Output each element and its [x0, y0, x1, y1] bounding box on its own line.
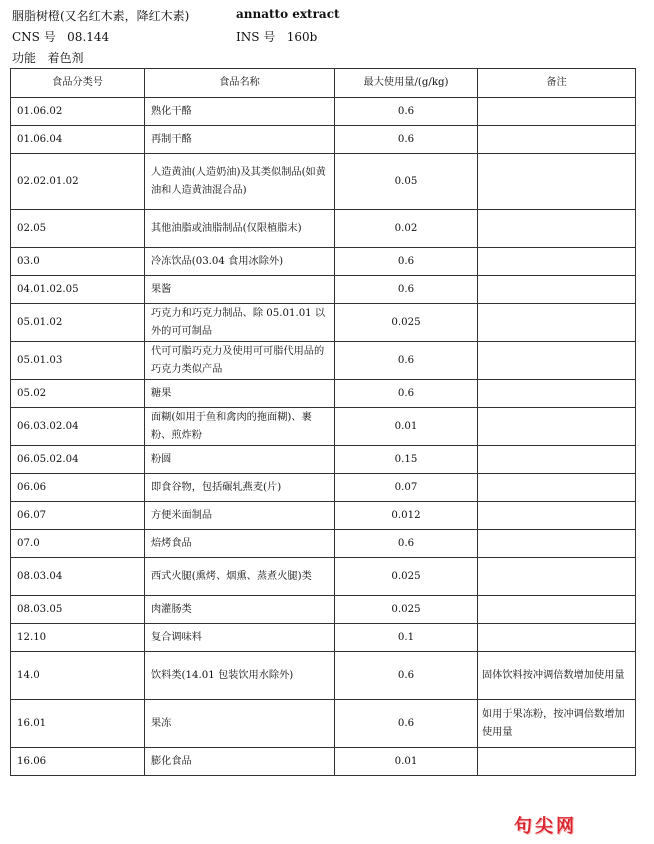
table-row: [11, 596, 636, 624]
cell-food-name: 复合调味料: [145, 624, 335, 652]
table-row: [11, 700, 636, 748]
cell-food-name: 肉灌肠类: [145, 596, 335, 624]
cell-category-code: 06.05.02.04: [11, 446, 145, 474]
cell-food-name: 果冻: [145, 700, 335, 748]
table-row: [11, 342, 636, 380]
table-row: [11, 248, 636, 276]
cell-max-usage: 0.01: [335, 748, 478, 776]
cell-category-code: 04.01.02.05: [11, 276, 145, 304]
cell-food-name: 粉圆: [145, 446, 335, 474]
function-value: 着色剂: [47, 51, 84, 65]
cell-remarks: [478, 502, 636, 530]
substance-english-name: annatto extract: [236, 7, 340, 21]
cell-remarks: 固体饮料按冲调倍数增加使用量: [478, 652, 636, 700]
table-row: [11, 154, 636, 210]
cell-max-usage: 0.6: [335, 652, 478, 700]
cell-remarks: [478, 304, 636, 342]
col-header-category-code: 食品分类号: [11, 69, 145, 98]
cell-food-name: 熟化干酪: [145, 98, 335, 126]
cell-food-name: 其他油脂或油脂制品(仅限植脂末): [145, 210, 335, 248]
cell-remarks: [478, 596, 636, 624]
cell-remarks: [478, 474, 636, 502]
table-row: [11, 624, 636, 652]
cell-category-code: 06.07: [11, 502, 145, 530]
cell-food-name: 方便米面制品: [145, 502, 335, 530]
cell-remarks: [478, 154, 636, 210]
table-row: [11, 380, 636, 408]
cell-max-usage: 0.1: [335, 624, 478, 652]
table-row: [11, 502, 636, 530]
cell-max-usage: 0.025: [335, 558, 478, 596]
table-row: [11, 558, 636, 596]
cell-category-code: 03.0: [11, 248, 145, 276]
cell-category-code: 16.01: [11, 700, 145, 748]
cell-remarks: [478, 530, 636, 558]
cell-max-usage: 0.6: [335, 248, 478, 276]
ins-number: [236, 28, 317, 45]
table-row: [11, 408, 636, 446]
cell-remarks: [478, 446, 636, 474]
watermark-logo: 句尖网: [514, 816, 577, 837]
table-row: [11, 474, 636, 502]
cell-food-name: 即食谷物，包括碾轧燕麦(片): [145, 474, 335, 502]
cell-category-code: 05.01.02: [11, 304, 145, 342]
cell-remarks: [478, 276, 636, 304]
cell-remarks: 如用于果冻粉，按冲调倍数增加使用量: [478, 700, 636, 748]
table-row: [11, 748, 636, 776]
col-header-food-name: 食品名称: [145, 69, 335, 98]
cell-food-name: 饮料类(14.01 包装饮用水除外): [145, 652, 335, 700]
cell-food-name: 巧克力和巧克力制品、除 05.01.01 以外的可可制品: [145, 304, 335, 342]
cell-max-usage: 0.6: [335, 530, 478, 558]
cell-category-code: 16.06: [11, 748, 145, 776]
cell-max-usage: 0.01: [335, 408, 478, 446]
cell-max-usage: 0.6: [335, 98, 478, 126]
table-header-row: [11, 69, 636, 98]
cell-food-name: 人造黄油(人造奶油)及其类似制品(如黄油和人造黄油混合品): [145, 154, 335, 210]
cell-category-code: 01.06.04: [11, 126, 145, 154]
table-row: [11, 446, 636, 474]
cell-category-code: 14.0: [11, 652, 145, 700]
cell-category-code: 08.03.04: [11, 558, 145, 596]
cns-label: CNS 号: [12, 30, 56, 44]
cell-max-usage: 0.025: [335, 304, 478, 342]
cell-remarks: [478, 748, 636, 776]
cell-max-usage: 0.6: [335, 126, 478, 154]
cell-max-usage: 0.15: [335, 446, 478, 474]
cell-food-name: 焙烤食品: [145, 530, 335, 558]
cell-category-code: 07.0: [11, 530, 145, 558]
cell-remarks: [478, 408, 636, 446]
cell-food-name: 果酱: [145, 276, 335, 304]
table-row: [11, 530, 636, 558]
cns-number: [12, 28, 109, 45]
cell-category-code: 06.03.02.04: [11, 408, 145, 446]
table-row: [11, 126, 636, 154]
cell-max-usage: 0.6: [335, 380, 478, 408]
cell-food-name: 面糊(如用于鱼和禽肉的拖面糊)、裹粉、煎炸粉: [145, 408, 335, 446]
cell-remarks: [478, 98, 636, 126]
cell-category-code: 06.06: [11, 474, 145, 502]
table-row: [11, 304, 636, 342]
cell-food-name: 再制干酪: [145, 126, 335, 154]
cell-remarks: [478, 210, 636, 248]
cell-max-usage: 0.02: [335, 210, 478, 248]
cell-food-name: 西式火腿(熏烤、烟熏、蒸煮火腿)类: [145, 558, 335, 596]
col-header-remarks: 备注: [478, 69, 636, 98]
cell-remarks: [478, 126, 636, 154]
cell-category-code: 05.01.03: [11, 342, 145, 380]
col-header-max-usage: 最大使用量/(g/kg): [335, 69, 478, 98]
cell-category-code: 08.03.05: [11, 596, 145, 624]
cell-food-name: 膨化食品: [145, 748, 335, 776]
cell-remarks: [478, 248, 636, 276]
cell-food-name: 糖果: [145, 380, 335, 408]
ins-value: 160b: [286, 30, 318, 44]
cell-max-usage: 0.07: [335, 474, 478, 502]
table-row: [11, 210, 636, 248]
cell-max-usage: 0.6: [335, 700, 478, 748]
cell-food-name: 代可可脂巧克力及使用可可脂代用品的巧克力类似产品: [145, 342, 335, 380]
table-row: [11, 276, 636, 304]
cell-max-usage: 0.025: [335, 596, 478, 624]
cell-category-code: 12.10: [11, 624, 145, 652]
cell-category-code: 05.02: [11, 380, 145, 408]
cell-category-code: 02.02.01.02: [11, 154, 145, 210]
ins-label: INS 号: [236, 30, 276, 44]
table-row: [11, 98, 636, 126]
cell-remarks: [478, 380, 636, 408]
substance-chinese-name: 胭脂树橙(又名红木素，降红木素): [12, 9, 190, 23]
cell-remarks: [478, 342, 636, 380]
cell-food-name: 冷冻饮品(03.04 食用冰除外): [145, 248, 335, 276]
cell-remarks: [478, 624, 636, 652]
cell-max-usage: 0.6: [335, 342, 478, 380]
cns-value: 08.144: [67, 30, 110, 44]
cell-max-usage: 0.05: [335, 154, 478, 210]
table-row: [11, 652, 636, 700]
cell-max-usage: 0.6: [335, 276, 478, 304]
function-line: [12, 49, 83, 66]
usage-table: [10, 68, 636, 776]
cell-category-code: 02.05: [11, 210, 145, 248]
cell-max-usage: 0.012: [335, 502, 478, 530]
cell-category-code: 01.06.02: [11, 98, 145, 126]
cell-remarks: [478, 558, 636, 596]
function-label: 功能: [12, 51, 37, 65]
